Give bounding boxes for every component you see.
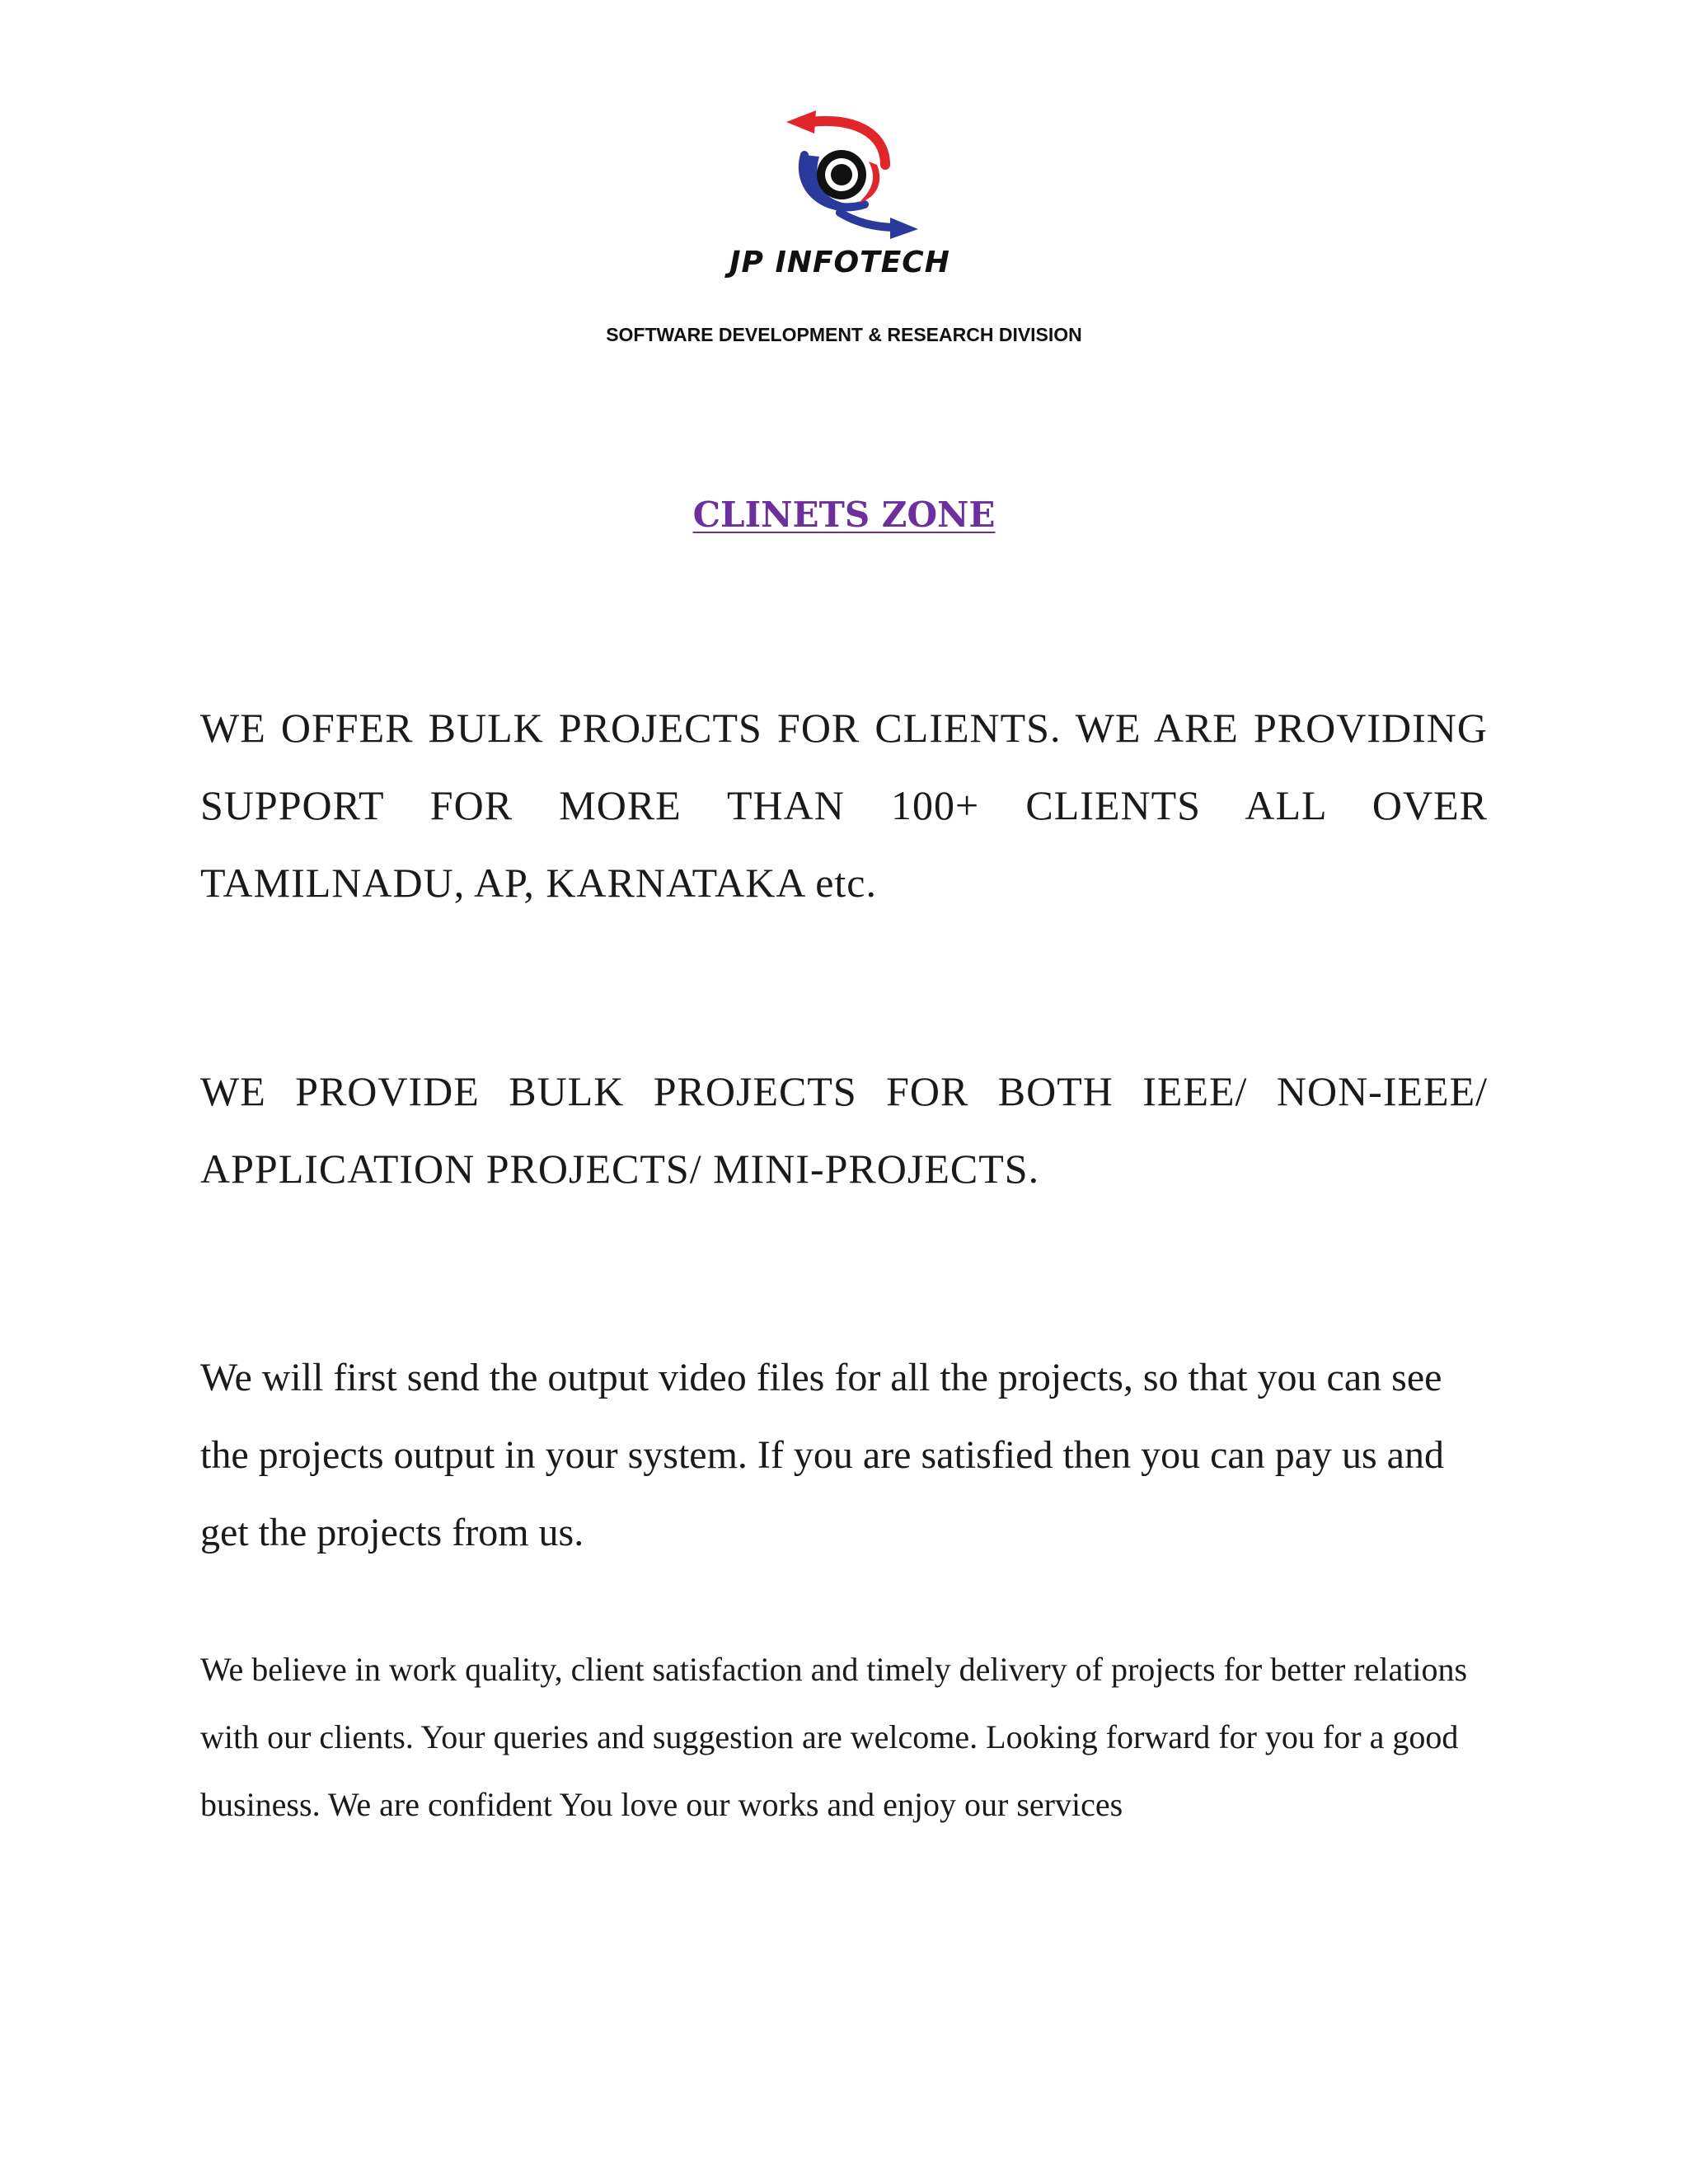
page-title-text: CLINETS ZONE [692, 494, 996, 535]
paragraph-output-videos: We will first send the output video files for all the projects, so that you can see the projects output in your system. If you are satisfied then you can pay us and get the projects from us. [200, 1356, 1444, 1554]
company-logo [0, 107, 1688, 279]
paragraph-work-quality: We believe in work quality, client satisfaction and timely delivery of projects for better relations with our clients. Your queries and suggestion are welcome. Looking forward for you for a good business. We are confident You love our works and enjoy our services [200, 1651, 1468, 1823]
paragraph-project-types: WE PROVIDE BULK PROJECTS FOR BOTH IEEE/ NON-IEEE/ APPLICATION PROJECTS/ MINI-PROJECTS. [200, 1068, 1488, 1192]
eye-arrows-logo-icon [762, 107, 926, 239]
logo-text: JP INFOTECH [729, 246, 950, 279]
paragraph-bulk-projects: WE OFFER BULK PROJECTS FOR CLIENTS. WE ARE PROVIDING SUPPORT FOR MORE THAN 100+ CLIENTS ALL OVER TAMILNADU, AP, KARNATAKA etc. [200, 705, 1488, 906]
division-subtitle: SOFTWARE DEVELOPMENT & RESEARCH DIVISION [606, 324, 1082, 345]
page-title [0, 494, 1688, 535]
